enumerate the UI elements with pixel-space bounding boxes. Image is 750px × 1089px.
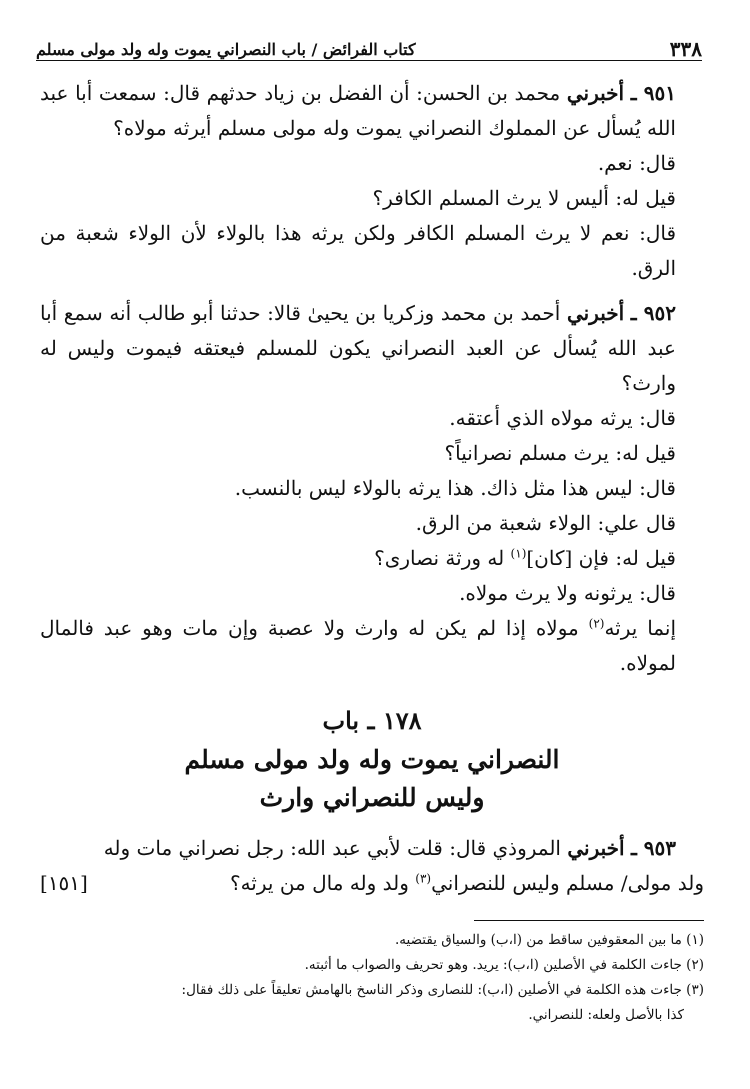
dialogue-line: قيل له: يرث مسلم نصرانياً؟ bbox=[444, 441, 676, 465]
hadith-number: ٩٥٣ ـ bbox=[630, 836, 676, 860]
hadith-label: أخبرني bbox=[567, 836, 625, 860]
hadith-text: المروذي قال: قلت لأبي عبد الله: رجل نصراني مات وله bbox=[103, 836, 561, 860]
footnote-1: (١) ما بين المعقوفين ساقط من (ا،ب) والسياق يقتضيه. bbox=[395, 932, 704, 948]
line-text: ولد مولى/ مسلم وليس للنصراني bbox=[431, 871, 704, 895]
running-title: كتاب الفرائض / باب النصراني يموت وله ولد مولى مسلم bbox=[36, 39, 416, 59]
header-rule bbox=[36, 60, 702, 61]
dialogue-line: قيل له: أليس لا يرث المسلم الكافر؟ bbox=[372, 186, 676, 210]
hadith-label: أخبرني bbox=[566, 301, 625, 325]
hadith-953 bbox=[40, 831, 704, 901]
dialogue-line: قال: يرثه مولاه الذي أعتقه. bbox=[449, 406, 676, 430]
hadith-951 bbox=[40, 76, 704, 286]
dialogue-line: قال: نعم لا يرث المسلم الكافر ولكن يرثه هذا بالولاء لأن الولاء شعبة من الرق. bbox=[40, 221, 676, 280]
footnotes bbox=[40, 928, 704, 1028]
line-text: ولد وله مال من يرثه؟ bbox=[229, 871, 416, 895]
page-body bbox=[40, 76, 704, 901]
line-text: مولاه إذا لم يكن له وارث ولا عصبة وإن مات وهو عبد فالمال لمولاه. bbox=[40, 616, 676, 675]
hadith-953-line-2 bbox=[40, 866, 704, 901]
hadith-label: أخبرني bbox=[566, 81, 625, 105]
chapter-number: ١٧٨ ـ باب bbox=[322, 706, 422, 735]
footnote-ref[interactable]: (٣) bbox=[415, 871, 432, 886]
footnote-3-cont-text: كذا بالأصل ولعله: للنصراني. bbox=[528, 1007, 684, 1023]
footnote-3: (٣) جاءت هذه الكلمة في الأصلين (ا،ب): للنصارى وذكر الناسخ بالهامش تعليقاً على ذلك فقال: bbox=[181, 982, 704, 998]
chapter-heading bbox=[40, 701, 704, 817]
chapter-title-line-1: النصراني يموت وله ولد مولى مسلم bbox=[184, 745, 560, 774]
footnote-rule bbox=[474, 920, 704, 921]
hadith-number: ٩٥٢ ـ bbox=[630, 301, 677, 325]
hadith-951-intro bbox=[40, 76, 704, 146]
hadith-text: أحمد بن محمد وزكريا بن يحيىٰ قالا: حدثنا أبو طالب أنه سمع أبا عبد الله يُسأل عن العبد النصراني يكون للمسلم فيعتقه فيموت وليس له وارث؟ bbox=[40, 301, 676, 395]
hadith-number: ٩٥١ ـ bbox=[630, 81, 676, 105]
hadith-952 bbox=[40, 296, 704, 681]
footnote-2: (٢) جاءت الكلمة في الأصلين (ا،ب): يريد. وهو تحريف والصواب ما أثبته. bbox=[304, 957, 704, 973]
footnote-3-continuation bbox=[40, 1003, 704, 1028]
line-text: قيل له: فإن [كان] bbox=[526, 546, 676, 570]
chapter-title-line-2: وليس للنصراني وارث bbox=[259, 783, 485, 812]
manuscript-folio-marker: [١٥١] bbox=[40, 871, 88, 895]
line-text: إنما يرثه bbox=[604, 616, 676, 640]
hadith-953-line-1 bbox=[40, 831, 704, 866]
hadith-text: محمد بن الحسن: أن الفضل بن زياد حدثهم قال: سمعت أبا عبد الله يُسأل عن المملوك النصراني يموت وله مولى مسلم أيرثه مولاه؟ bbox=[40, 81, 676, 140]
footnote-ref[interactable]: (٢) bbox=[588, 616, 605, 631]
page-number: ٣٣٨ bbox=[669, 37, 702, 61]
dialogue-line: قال: ليس هذا مثل ذاك. هذا يرثه بالولاء ليس بالنسب. bbox=[234, 476, 676, 500]
footnote-ref[interactable]: (١) bbox=[510, 546, 527, 561]
line-text: له ورثة نصارى؟ bbox=[374, 546, 511, 570]
dialogue-line bbox=[40, 541, 704, 576]
dialogue-line: قال: يرثونه ولا يرث مولاه. bbox=[459, 581, 676, 605]
dialogue-line bbox=[40, 611, 704, 681]
hadith-952-intro bbox=[40, 296, 704, 401]
dialogue-line: قال: نعم. bbox=[597, 151, 676, 175]
dialogue-line: قال علي: الولاء شعبة من الرق. bbox=[415, 511, 676, 535]
